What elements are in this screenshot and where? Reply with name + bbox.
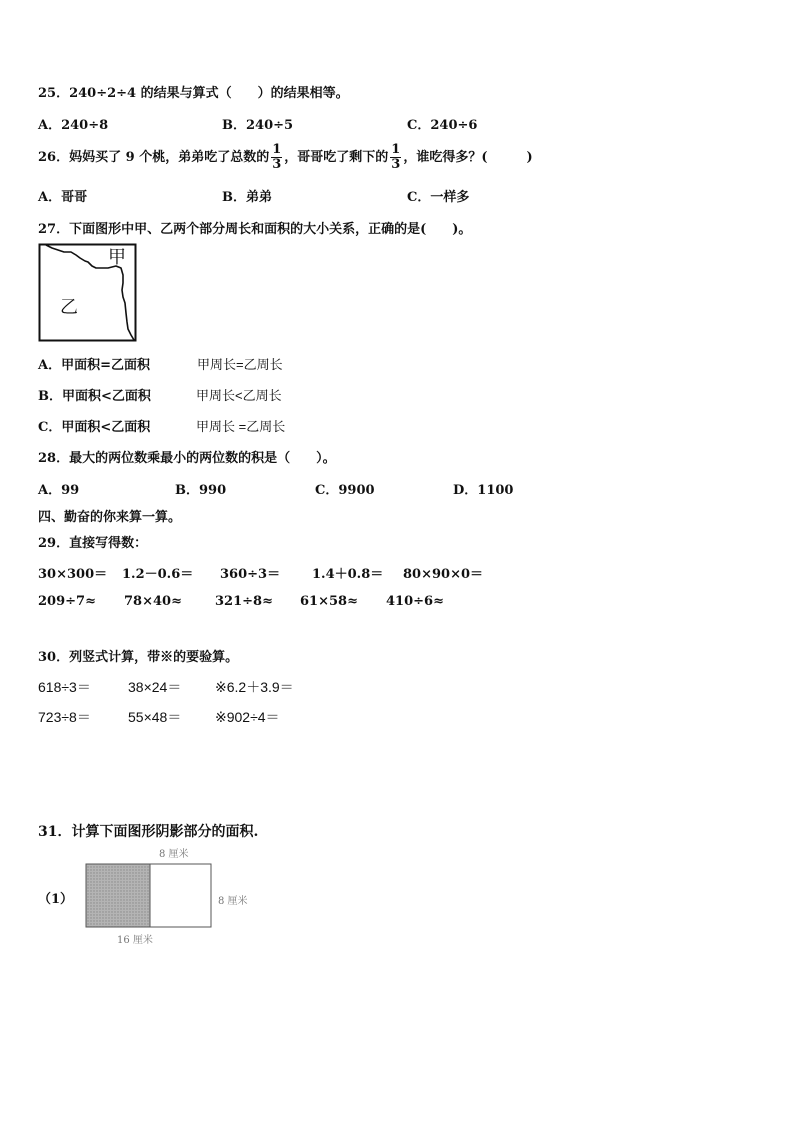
q29-r1-item: 1.2－0.6＝ [122,567,194,582]
q26-middle: ，哥哥吃了剩下的 [284,150,389,165]
q30-r2-item: 55×48＝ [128,709,182,725]
q28-option-d[interactable]: D．1100 [453,483,514,498]
q26-suffix: ，谁吃得多？( ) [403,150,533,165]
q26-option-b[interactable]: B．弟弟 [222,190,272,205]
q26-text [38,140,533,176]
q30-r2-item: 723÷8＝ [38,709,91,725]
q29-r2-item: 78×40≈ [124,594,182,609]
option-area: C．甲面积<乙面积 [38,420,151,435]
q27-text: 27．下面图形中甲、乙两个部分周长和面积的大小关系，正确的是( )。 [38,222,472,237]
option-area: B．甲面积<乙面积 [38,389,151,404]
right-label: 8 厘米 [218,896,248,907]
section-4-title: 四、勤奋的你来算一算。 [38,510,182,525]
q27-figure [38,243,138,343]
fraction-numerator: 1 [391,142,401,157]
q27-option-b[interactable] [38,385,151,404]
q28-text: 28．最大的两位数乘最小的两位数的积是（ ）。 [38,451,336,466]
fraction-denominator: 3 [391,157,401,172]
shaded-region [86,864,150,927]
q27-option-b-perimeter: 甲周长<乙周长 [196,388,282,403]
q25-option-c[interactable]: C．240÷6 [407,118,478,133]
q28-option-a[interactable]: A．99 [38,483,80,498]
fraction-denominator: 3 [272,157,282,172]
q27-option-c[interactable] [38,416,150,435]
q29-r2-item: 61×58≈ [300,594,358,609]
q25-text: 25．240÷2÷4 的结果与算式（ ）的结果相等。 [38,86,349,101]
q28-option-c[interactable]: C．9900 [315,483,375,498]
q29-r2-item: 410÷6≈ [386,594,444,609]
q26-fraction-2 [390,143,401,172]
q26-prefix: 26．妈妈买了 9 个桃，弟弟吃了总数的 [38,150,270,165]
q29-text: 29．直接写得数： [38,536,148,551]
q31-figure [84,842,264,950]
q27-option-a-perimeter: 甲周长=乙周长 [197,357,283,372]
white-square [150,864,211,927]
q26-option-c[interactable]: C．一样多 [407,190,470,205]
q27-option-a[interactable] [38,354,150,373]
q29-r1-item: 1.4＋0.8＝ [312,567,384,582]
q31-part-label: （1） [38,892,74,907]
q26-fraction-1 [271,143,282,172]
q30-r1-item: 618÷3＝ [38,679,91,695]
q26-option-a[interactable]: A．哥哥 [38,190,88,205]
fraction-numerator: 1 [272,142,282,157]
q30-r2-item: ※902÷4＝ [215,709,280,725]
q29-r2-item: 209÷7≈ [38,594,96,609]
q30-r1-item: 38×24＝ [128,679,182,695]
q29-r2-item: 321÷8≈ [215,594,273,609]
label-jia: 甲 [108,247,126,268]
q30-text: 30．列竖式计算，带※的要验算。 [38,650,239,665]
label-yi: 乙 [60,297,78,318]
q29-r1-item: 80×90×0＝ [403,567,484,582]
q29-r1-item: 360÷3＝ [220,567,281,582]
q27-option-c-perimeter: 甲周长 =乙周长 [196,419,286,434]
top-label: 8 厘米 [159,849,189,860]
q31-text: 31．计算下面图形阴影部分的面积. [38,824,259,840]
q29-r1-item: 30×300＝ [38,567,108,582]
option-area: A．甲面积=乙面积 [38,358,150,373]
q25-option-b[interactable]: B．240÷5 [222,118,294,133]
q28-option-b[interactable]: B．990 [175,483,227,498]
bottom-label: 16 厘米 [117,935,153,946]
q25-option-a[interactable]: A．240÷8 [38,118,109,133]
q30-r1-item: ※6.2＋3.9＝ [215,679,294,695]
